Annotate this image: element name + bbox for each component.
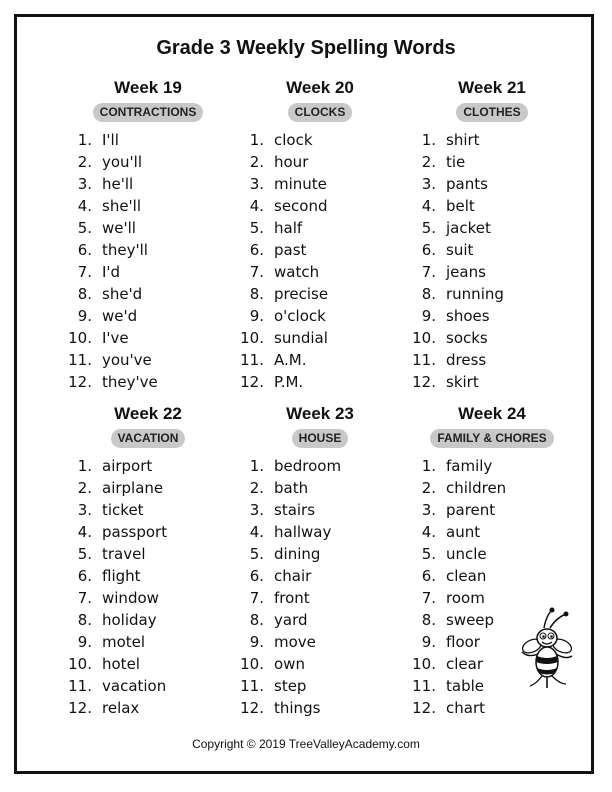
list-item — [62, 587, 234, 609]
word-number: 11. — [68, 677, 92, 695]
list-item — [234, 195, 406, 217]
word-number: 7. — [249, 263, 264, 281]
list-item — [406, 283, 578, 305]
word-number: 3. — [421, 175, 436, 193]
spelling-word: pants — [446, 175, 488, 193]
list-item — [406, 697, 578, 719]
word-number: 7. — [77, 263, 92, 281]
word-number: 8. — [77, 285, 92, 303]
list-item — [62, 261, 234, 283]
list-item — [62, 349, 234, 371]
spelling-word: travel — [102, 545, 146, 563]
list-item — [62, 283, 234, 305]
list-item — [234, 455, 406, 477]
word-number: 8. — [249, 285, 264, 303]
week-heading: Week 19 — [114, 78, 182, 97]
word-number: 10. — [68, 655, 92, 673]
theme-badge: VACATION — [111, 429, 186, 448]
spelling-word: holiday — [102, 611, 157, 629]
list-item — [406, 195, 578, 217]
word-number: 10. — [412, 655, 436, 673]
word-number: 2. — [249, 153, 264, 171]
word-number: 10. — [240, 655, 264, 673]
word-number: 11. — [240, 351, 264, 369]
list-item — [62, 521, 234, 543]
week-column — [234, 77, 406, 393]
spelling-word: passport — [102, 523, 168, 541]
word-number: 2. — [77, 153, 92, 171]
spelling-word: precise — [274, 285, 329, 303]
list-item — [62, 305, 234, 327]
week-column — [62, 77, 234, 393]
list-item — [62, 543, 234, 565]
spelling-word: airport — [102, 457, 153, 475]
spelling-word: step — [274, 677, 307, 695]
list-item — [234, 283, 406, 305]
word-number: 1. — [77, 457, 92, 475]
word-number: 4. — [249, 523, 264, 541]
spelling-word: ticket — [102, 501, 144, 519]
week-heading: Week 23 — [286, 404, 354, 423]
spelling-word: jacket — [446, 219, 491, 237]
word-number: 12. — [412, 373, 436, 391]
list-item — [406, 455, 578, 477]
week-heading: Week 24 — [458, 404, 526, 423]
word-number: 4. — [77, 523, 92, 541]
list-item — [406, 173, 578, 195]
spelling-word: he'll — [102, 175, 134, 193]
spelling-word: shoes — [446, 307, 490, 325]
spelling-word: I'd — [102, 263, 121, 281]
word-number: 1. — [249, 457, 264, 475]
word-number: 3. — [249, 175, 264, 193]
list-item — [234, 565, 406, 587]
word-number: 2. — [421, 153, 436, 171]
word-number: 12. — [240, 699, 264, 717]
spelling-word: bedroom — [274, 457, 342, 475]
spelling-word: table — [446, 677, 484, 695]
spelling-word: flight — [102, 567, 141, 585]
list-item — [406, 305, 578, 327]
list-item — [406, 477, 578, 499]
spelling-word: shirt — [446, 131, 480, 149]
spelling-word: they'll — [102, 241, 148, 259]
word-number: 9. — [77, 633, 92, 651]
list-item — [406, 151, 578, 173]
list-item — [406, 499, 578, 521]
spelling-word: jeans — [446, 263, 486, 281]
word-number: 4. — [421, 523, 436, 541]
word-number: 8. — [249, 611, 264, 629]
list-item — [234, 173, 406, 195]
word-number: 11. — [412, 677, 436, 695]
word-list — [62, 129, 234, 393]
theme-badge: FAMILY & CHORES — [430, 429, 553, 448]
word-number: 2. — [421, 479, 436, 497]
word-list — [234, 455, 406, 719]
spelling-word: dress — [446, 351, 487, 369]
spelling-word: A.M. — [274, 351, 307, 369]
word-number: 5. — [421, 545, 436, 563]
spelling-word: socks — [446, 329, 488, 347]
spelling-word: yard — [274, 611, 308, 629]
spelling-word: hallway — [274, 523, 332, 541]
word-number: 3. — [249, 501, 264, 519]
list-item — [234, 499, 406, 521]
word-number: 5. — [249, 219, 264, 237]
spelling-word: she'd — [102, 285, 143, 303]
list-item — [234, 543, 406, 565]
spelling-word: I'll — [102, 131, 119, 149]
word-number: 10. — [240, 329, 264, 347]
list-item — [62, 217, 234, 239]
spelling-word: stairs — [274, 501, 316, 519]
word-number: 1. — [421, 131, 436, 149]
list-item — [234, 151, 406, 173]
spelling-word: bath — [274, 479, 309, 497]
word-number: 7. — [249, 589, 264, 607]
spelling-word: o'clock — [274, 307, 326, 325]
spelling-word: window — [102, 589, 159, 607]
list-item — [406, 261, 578, 283]
list-item — [62, 173, 234, 195]
spelling-word: skirt — [446, 373, 479, 391]
spelling-word: chart — [446, 699, 485, 717]
copyright-text: Copyright © 2019 TreeValleyAcademy.com — [192, 737, 420, 751]
spelling-word: running — [446, 285, 504, 303]
spelling-word: uncle — [446, 545, 487, 563]
word-number: 9. — [421, 633, 436, 651]
word-number: 12. — [412, 699, 436, 717]
list-item — [234, 477, 406, 499]
word-number: 10. — [412, 329, 436, 347]
theme-badge: CLOTHES — [456, 103, 527, 122]
spelling-word: front — [274, 589, 310, 607]
spelling-word: sweep — [446, 611, 495, 629]
list-item — [62, 565, 234, 587]
spelling-word: floor — [446, 633, 480, 651]
word-number: 3. — [77, 175, 92, 193]
word-number: 9. — [249, 633, 264, 651]
spelling-word: room — [446, 589, 485, 607]
list-item — [234, 305, 406, 327]
word-number: 11. — [412, 351, 436, 369]
word-number: 3. — [421, 501, 436, 519]
list-item — [406, 239, 578, 261]
spelling-word: watch — [274, 263, 320, 281]
spelling-word: she'll — [102, 197, 142, 215]
week-heading: Week 21 — [458, 78, 526, 97]
word-number: 7. — [77, 589, 92, 607]
spelling-word: relax — [102, 699, 140, 717]
word-number: 6. — [77, 567, 92, 585]
word-number: 4. — [77, 197, 92, 215]
list-item — [234, 261, 406, 283]
spelling-word: clock — [274, 131, 313, 149]
theme-badge: CLOCKS — [288, 103, 353, 122]
list-item — [234, 675, 406, 697]
word-number: 5. — [77, 545, 92, 563]
word-number: 11. — [240, 677, 264, 695]
list-item — [62, 653, 234, 675]
list-item — [406, 327, 578, 349]
spelling-word: we'd — [102, 307, 138, 325]
list-item — [234, 521, 406, 543]
word-number: 10. — [68, 329, 92, 347]
list-item — [62, 631, 234, 653]
spelling-word: things — [274, 699, 321, 717]
word-number: 12. — [68, 373, 92, 391]
word-number: 7. — [421, 589, 436, 607]
spelling-word: chair — [274, 567, 312, 585]
word-number: 2. — [249, 479, 264, 497]
week-column — [234, 403, 406, 719]
spelling-word: sundial — [274, 329, 328, 347]
spelling-word: belt — [446, 197, 475, 215]
spelling-word: half — [274, 219, 303, 237]
list-item — [62, 477, 234, 499]
spelling-word: parent — [446, 501, 496, 519]
list-item — [62, 499, 234, 521]
spelling-word: airplane — [102, 479, 164, 497]
spelling-word: hour — [274, 153, 309, 171]
list-item — [406, 129, 578, 151]
word-number: 5. — [249, 545, 264, 563]
week-heading: Week 20 — [286, 78, 354, 97]
list-item — [406, 565, 578, 587]
spelling-word: children — [446, 479, 507, 497]
spelling-word: aunt — [446, 523, 481, 541]
week-column — [62, 403, 234, 719]
word-list — [62, 455, 234, 719]
list-item — [234, 697, 406, 719]
word-number: 12. — [68, 699, 92, 717]
spelling-word: own — [274, 655, 305, 673]
spelling-word: P.M. — [274, 373, 304, 391]
word-number: 6. — [77, 241, 92, 259]
word-number: 9. — [77, 307, 92, 325]
word-number: 4. — [249, 197, 264, 215]
spelling-word: they've — [102, 373, 158, 391]
list-item — [234, 653, 406, 675]
list-item — [234, 327, 406, 349]
word-number: 2. — [77, 479, 92, 497]
spelling-word: we'll — [102, 219, 136, 237]
word-number: 8. — [421, 611, 436, 629]
list-item — [406, 217, 578, 239]
spelling-word: clear — [446, 655, 484, 673]
spelling-word: tie — [446, 153, 466, 171]
list-item — [406, 371, 578, 393]
list-item — [234, 587, 406, 609]
page-title: Grade 3 Weekly Spelling Words — [156, 37, 456, 59]
spelling-word: I've — [102, 329, 129, 347]
list-item — [406, 349, 578, 371]
spelling-word: suit — [446, 241, 474, 259]
word-number: 6. — [421, 241, 436, 259]
word-number: 1. — [249, 131, 264, 149]
spelling-word: motel — [102, 633, 146, 651]
week-heading: Week 22 — [114, 404, 182, 423]
list-item — [234, 239, 406, 261]
spelling-word: vacation — [102, 677, 167, 695]
list-item — [406, 521, 578, 543]
spelling-word: clean — [446, 567, 487, 585]
spelling-word: second — [274, 197, 328, 215]
list-item — [62, 151, 234, 173]
word-number: 9. — [421, 307, 436, 325]
word-number: 3. — [77, 501, 92, 519]
spelling-word: hotel — [102, 655, 140, 673]
word-number: 9. — [249, 307, 264, 325]
word-number: 6. — [249, 241, 264, 259]
list-item — [62, 609, 234, 631]
word-number: 4. — [421, 197, 436, 215]
list-item — [62, 195, 234, 217]
list-item — [62, 129, 234, 151]
word-number: 7. — [421, 263, 436, 281]
word-number: 11. — [68, 351, 92, 369]
list-item — [62, 239, 234, 261]
word-number: 5. — [77, 219, 92, 237]
list-item — [234, 631, 406, 653]
word-list — [234, 129, 406, 393]
list-item — [62, 455, 234, 477]
list-item — [234, 371, 406, 393]
word-number: 8. — [77, 611, 92, 629]
list-item — [62, 327, 234, 349]
spelling-word: minute — [274, 175, 327, 193]
word-number: 1. — [421, 457, 436, 475]
bee-icon — [516, 606, 578, 696]
list-item — [234, 609, 406, 631]
list-item — [62, 675, 234, 697]
word-number: 6. — [249, 567, 264, 585]
word-number: 5. — [421, 219, 436, 237]
spelling-word: move — [274, 633, 316, 651]
week-column — [406, 77, 578, 393]
word-list — [406, 129, 578, 393]
word-number: 8. — [421, 285, 436, 303]
theme-badge: CONTRACTIONS — [93, 103, 204, 122]
list-item — [234, 349, 406, 371]
theme-badge: HOUSE — [292, 429, 349, 448]
list-item — [62, 371, 234, 393]
spelling-word: past — [274, 241, 307, 259]
spelling-word: dining — [274, 545, 321, 563]
word-number: 1. — [77, 131, 92, 149]
spelling-word: you've — [102, 351, 152, 369]
list-item — [234, 129, 406, 151]
list-item — [62, 697, 234, 719]
word-number: 6. — [421, 567, 436, 585]
spelling-word: family — [446, 457, 493, 475]
spelling-word: you'll — [102, 153, 143, 171]
word-number: 12. — [240, 373, 264, 391]
list-item — [234, 217, 406, 239]
list-item — [406, 543, 578, 565]
